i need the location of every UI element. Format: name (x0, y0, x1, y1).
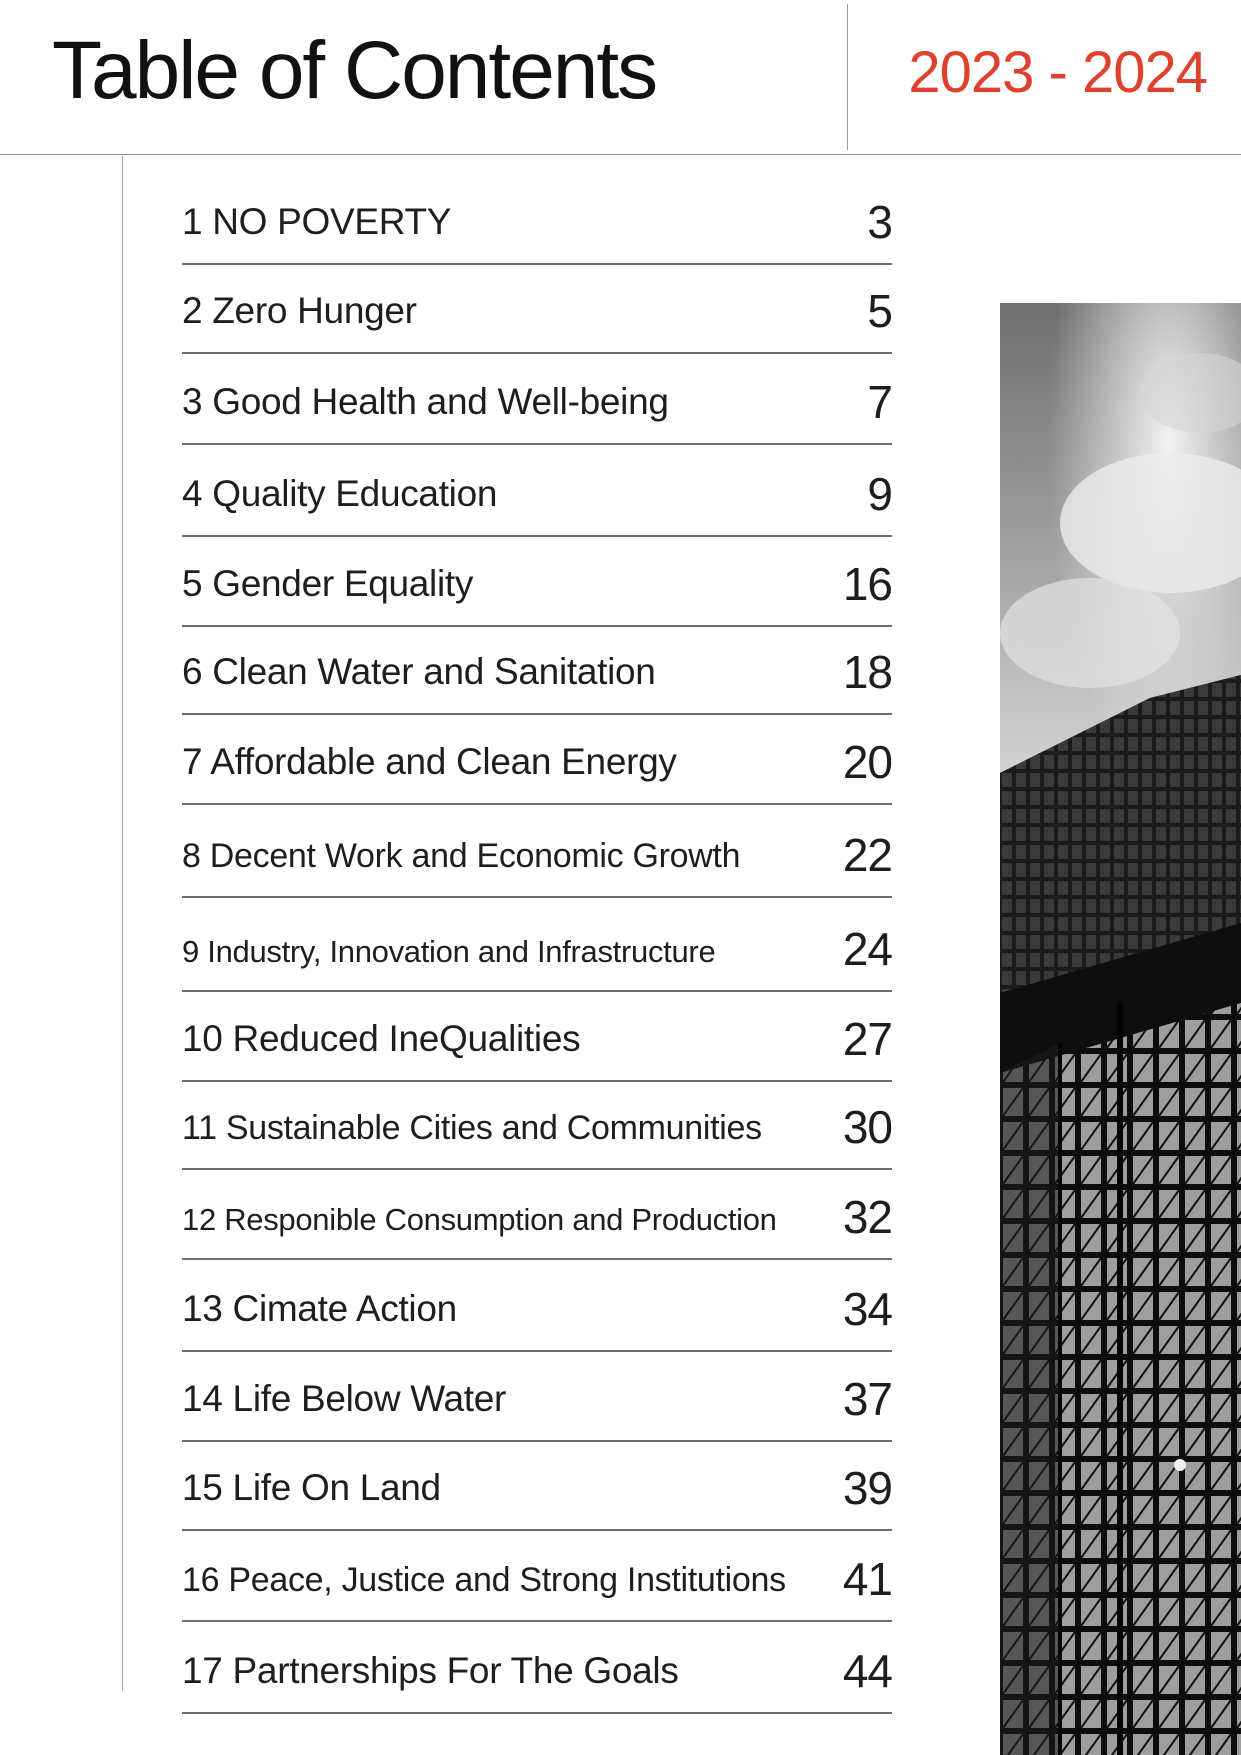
toc-item-label: 14 Life Below Water (182, 1378, 507, 1419)
toc-item-label: 16 Peace, Justice and Strong Institutions (182, 1561, 786, 1599)
toc-item-1[interactable] (182, 176, 892, 265)
toc-item-page: 41 (842, 1553, 892, 1605)
toc-item-4[interactable] (182, 445, 892, 537)
year-range: 2023 - 2024 (908, 40, 1207, 105)
header-rule (0, 154, 1241, 155)
toc-item-page: 30 (842, 1101, 892, 1153)
toc-item-label: 15 Life On Land (182, 1467, 441, 1508)
toc-item-13[interactable] (182, 1260, 892, 1352)
toc-item-label: 1 NO POVERTY (182, 201, 452, 242)
toc-item-page: 39 (842, 1462, 892, 1514)
toc-item-label: 6 Clean Water and Sanitation (182, 651, 656, 692)
toc-item-5[interactable] (182, 537, 892, 627)
toc-item-11[interactable] (182, 1082, 892, 1170)
toc-item-page: 34 (842, 1283, 892, 1335)
toc-item-14[interactable] (182, 1352, 892, 1442)
toc-item-12[interactable] (182, 1170, 892, 1260)
toc-item-10[interactable] (182, 992, 892, 1082)
toc-item-7[interactable] (182, 715, 892, 805)
toc-item-label: 12 Responible Consumption and Production (182, 1202, 777, 1237)
toc-item-page: 37 (842, 1373, 892, 1425)
toc-item-17[interactable] (182, 1622, 892, 1714)
toc-item-page: 27 (842, 1013, 892, 1065)
toc-item-label: 13 Cimate Action (182, 1288, 457, 1329)
toc-item-label: 7 Affordable and Clean Energy (182, 741, 677, 782)
toc-item-label: 11 Sustainable Cities and Communities (182, 1109, 762, 1147)
toc-item-15[interactable] (182, 1442, 892, 1531)
toc-item-page: 5 (867, 285, 892, 337)
toc-item-label: 8 Decent Work and Economic Growth (182, 837, 741, 875)
toc-item-16[interactable] (182, 1531, 892, 1622)
toc-item-page: 7 (867, 376, 892, 428)
toc-item-page: 24 (842, 923, 892, 975)
toc-item-page: 3 (867, 196, 892, 248)
toc-item-label: 5 Gender Equality (182, 563, 474, 604)
toc-item-2[interactable] (182, 265, 892, 354)
header-divider (847, 4, 848, 150)
page-title: Table of Contents (52, 25, 657, 116)
toc-item-page: 44 (842, 1645, 892, 1697)
toc-item-page: 9 (867, 468, 892, 520)
toc-item-page: 22 (842, 829, 892, 881)
toc-item-label: 4 Quality Education (182, 473, 498, 514)
toc-item-label: 10 Reduced IneQualities (182, 1018, 581, 1059)
side-rule (122, 156, 123, 1691)
toc-item-8[interactable] (182, 805, 892, 898)
toc-item-6[interactable] (182, 627, 892, 715)
toc-item-page: 32 (842, 1191, 892, 1243)
toc-item-page: 20 (842, 736, 892, 788)
toc-item-page: 16 (842, 558, 892, 610)
toc-item-label: 2 Zero Hunger (182, 290, 417, 331)
toc-list (182, 176, 892, 1714)
skyscraper-photo (1000, 303, 1241, 1755)
toc-item-3[interactable] (182, 354, 892, 445)
toc-item-9[interactable] (182, 898, 892, 992)
toc-item-label: 9 Industry, Innovation and Infrastructure (182, 934, 716, 969)
toc-item-label: 3 Good Health and Well-being (182, 381, 669, 422)
toc-item-label: 17 Partnerships For The Goals (182, 1650, 679, 1691)
toc-item-page: 18 (842, 646, 892, 698)
